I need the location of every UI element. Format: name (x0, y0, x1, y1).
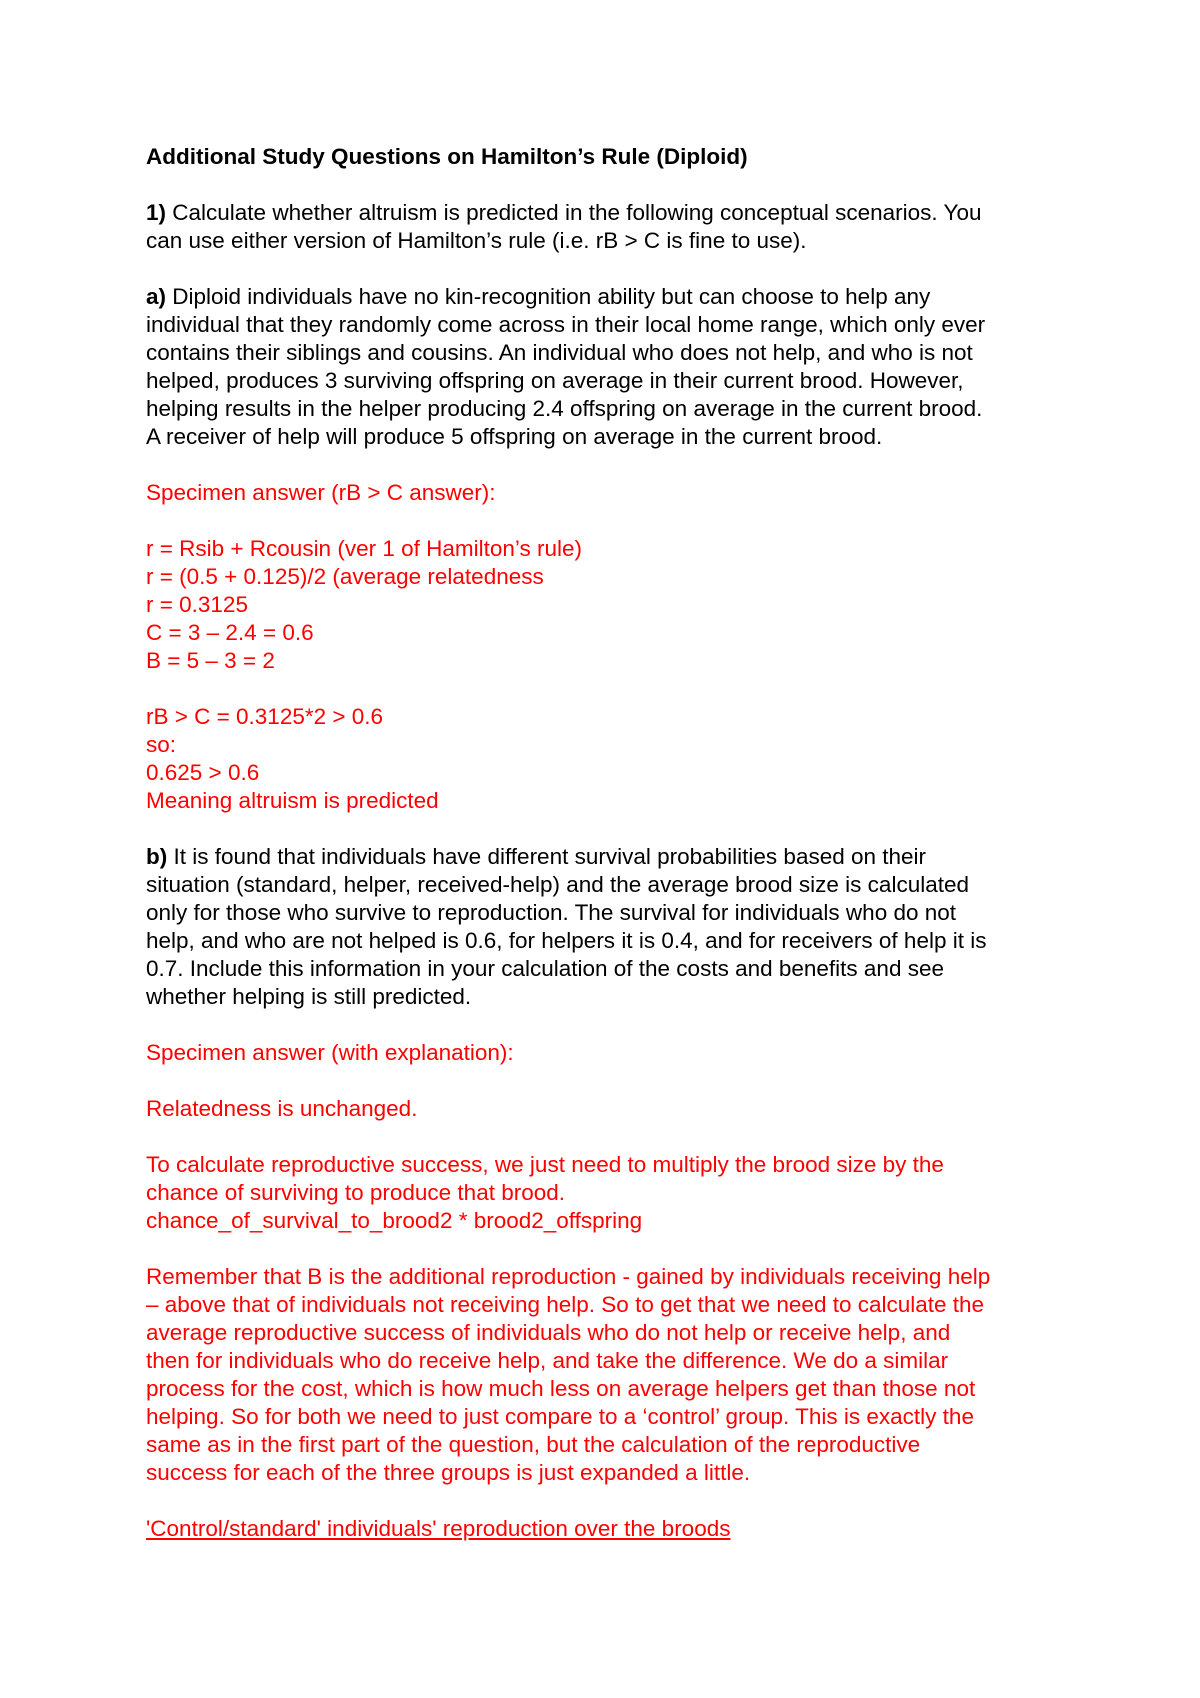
paragraph-line: same as in the first part of the question, but the calculation of the reproductive (146, 1432, 921, 1457)
question-b-line: situation (standard, helper, received-help) and the average brood size is calculated (146, 872, 969, 897)
answer-b-heading: Specimen answer (with explanation): (146, 1040, 514, 1065)
answer-a-heading: Specimen answer (rB > C answer): (146, 480, 496, 505)
formula-line: chance_of_survival_to_brood2 * brood2_offspring (146, 1208, 643, 1233)
question-a-line: helping results in the helper producing 2.4 offspring on average in the current brood. (146, 396, 983, 421)
paragraph-line: helping. So for both we need to just compare to a ‘control’ group. This is exactly the (146, 1404, 974, 1429)
calc-line: r = (0.5 + 0.125)/2 (average relatedness (146, 564, 544, 589)
paragraph-line: success for each of the three groups is just expanded a little. (146, 1460, 751, 1485)
question-a (146, 283, 1076, 451)
question-b-line: whether helping is still predicted. (146, 984, 472, 1009)
question-a-label: a) (146, 284, 167, 309)
paragraph-line: Remember that B is the additional reproduction - gained by individuals receiving help (146, 1264, 991, 1289)
result-line: Meaning altruism is predicted (146, 788, 439, 813)
answer-a-result (146, 703, 1076, 815)
result-line: rB > C = 0.3125*2 > 0.6 (146, 704, 384, 729)
reproductive-success-note (146, 1151, 1076, 1235)
note-line: chance of surviving to produce that brood. (146, 1180, 566, 1205)
calc-line: B = 5 – 3 = 2 (146, 648, 275, 673)
control-section-heading: 'Control/standard' individuals' reproduction over the broods (146, 1516, 731, 1541)
question-a-line: helped, produces 3 surviving offspring on average in their current brood. However, (146, 368, 964, 393)
question-a-line: individual that they randomly come across in their local home range, which only ever (146, 312, 986, 337)
question-1 (146, 199, 1076, 255)
calc-line: r = 0.3125 (146, 592, 248, 617)
question-a-line: A receiver of help will produce 5 offspring on average in the current brood. (146, 424, 883, 449)
calc-line: C = 3 – 2.4 = 0.6 (146, 620, 314, 645)
document-title: Additional Study Questions on Hamilton’s Rule (Diploid) (146, 144, 748, 169)
question-b-line: 0.7. Include this information in your calculation of the costs and benefits and see (146, 956, 944, 981)
note-line: To calculate reproductive success, we just need to multiply the brood size by the (146, 1152, 944, 1177)
remember-paragraph (146, 1263, 1076, 1487)
question-b (146, 843, 1076, 1011)
paragraph-line: then for individuals who do receive help, and take the difference. We do a similar (146, 1348, 949, 1373)
result-line: 0.625 > 0.6 (146, 760, 260, 785)
result-line: so: (146, 732, 177, 757)
question-b-line: only for those who survive to reproduction. The survival for individuals who do not (146, 900, 957, 925)
relatedness-note: Relatedness is unchanged. (146, 1096, 418, 1121)
paragraph-line: – above that of individuals not receiving help. So to get that we need to calculate the (146, 1292, 985, 1317)
question-1-line: Calculate whether altruism is predicted in the following conceptual scenarios. You (166, 200, 982, 225)
question-b-line: It is found that individuals have different survival probabilities based on their (167, 844, 927, 869)
calc-line: r = Rsib + Rcousin (ver 1 of Hamilton’s rule) (146, 536, 582, 561)
question-b-line: help, and who are not helped is 0.6, for helpers it is 0.4, and for receivers of help it is (146, 928, 987, 953)
paragraph-line: average reproductive success of individuals who do not help or receive help, and (146, 1320, 951, 1345)
document-body (146, 143, 1076, 1543)
question-a-line: Diploid individuals have no kin-recognition ability but can choose to help any (166, 284, 931, 309)
paragraph-line: process for the cost, which is how much less on average helpers get than those not (146, 1376, 976, 1401)
answer-a-calculation (146, 535, 1076, 675)
question-b-label: b) (146, 844, 168, 869)
question-a-line: contains their siblings and cousins. An individual who does not help, and who is not (146, 340, 973, 365)
question-1-line: can use either version of Hamilton’s rule (i.e. rB > C is fine to use). (146, 228, 807, 253)
question-1-number: 1) (146, 200, 167, 225)
